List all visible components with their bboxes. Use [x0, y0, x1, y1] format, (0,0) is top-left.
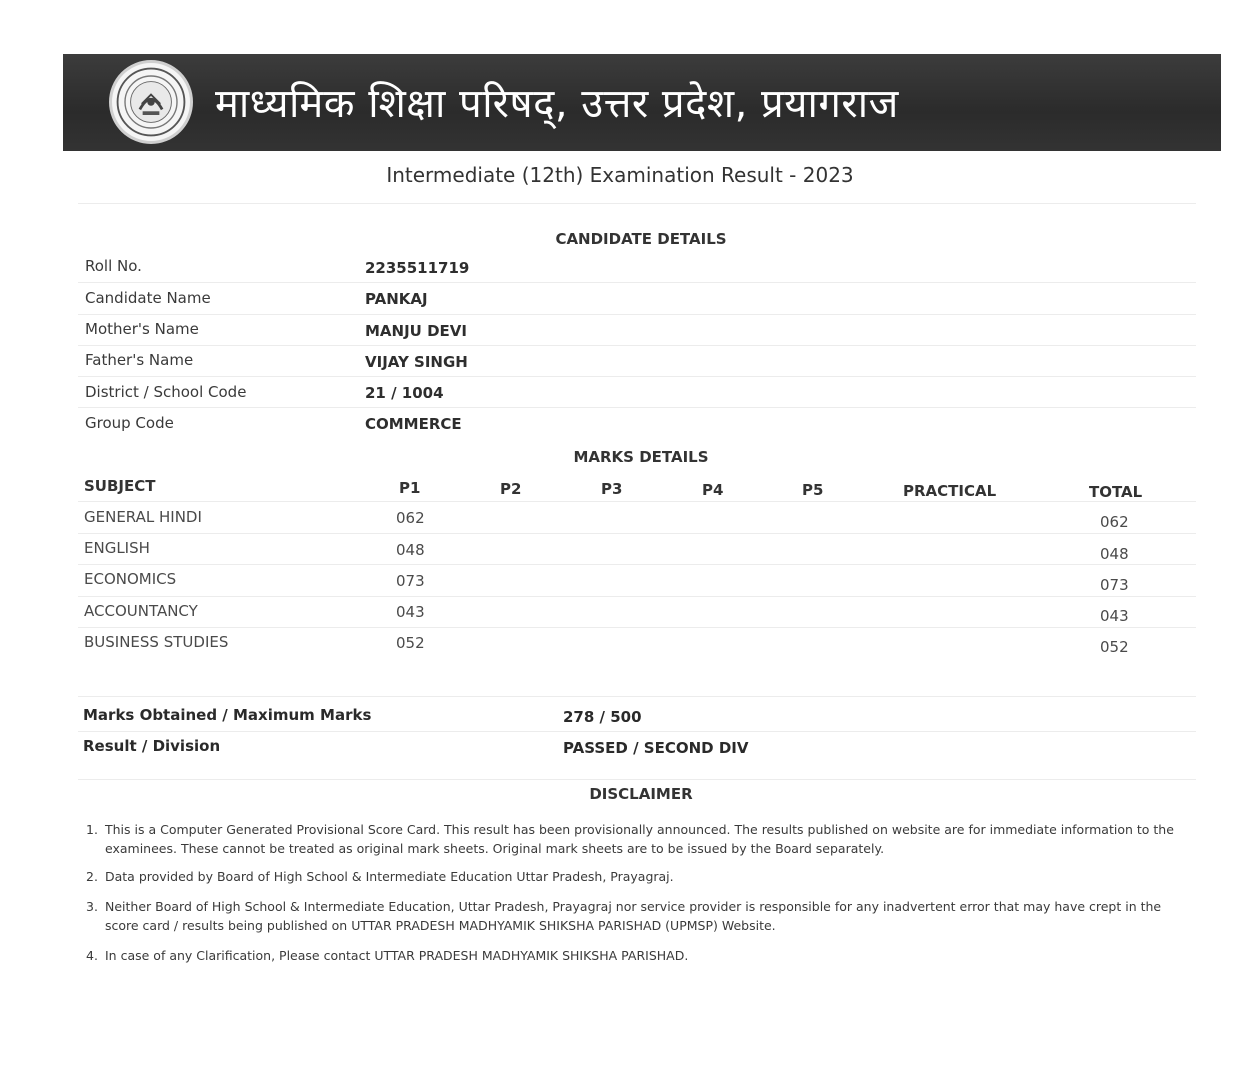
- divider: [78, 731, 1196, 732]
- result-division-value: PASSED / SECOND DIV: [563, 739, 749, 757]
- divider: [78, 533, 1196, 534]
- disclaimer-item-text: This is a Computer Generated Provisional Score Card. This result has been provisionally announced. The results published on website are for immediate information to the examinees. These cannot be treated as original mark sheets. Original mark sheets are to be issued by the Board separately.: [105, 822, 1174, 856]
- p1-cell: 062: [396, 509, 425, 527]
- col-practical: PRACTICAL: [903, 482, 997, 500]
- candidate-name-label: Candidate Name: [85, 289, 211, 307]
- disclaimer-item: [86, 820, 1196, 858]
- group-code-value: COMMERCE: [365, 415, 462, 433]
- marks-details-title: MARKS DETAILS: [573, 448, 709, 466]
- result-division-label: Result / Division: [83, 737, 221, 755]
- candidate-name-value: PANKAJ: [365, 290, 428, 308]
- col-p3: P3: [601, 480, 623, 498]
- divider: [78, 696, 1196, 697]
- disclaimer-item-number: 1.: [86, 822, 98, 837]
- board-name: माध्यमिक शिक्षा परिषद्, उत्तर प्रदेश, प्रयागराज: [215, 81, 899, 127]
- subject-cell: GENERAL HINDI: [84, 508, 202, 526]
- disclaimer-item-text: Neither Board of High School & Intermediate Education, Uttar Pradesh, Prayagraj nor service provider is responsible for any inadvertent error that may have crept in the score card / results being published on UTTAR PRADESH MADHYAMIK SHIKSHA PARISHAD (UPMSP) Website.: [105, 899, 1162, 933]
- disclaimer-item-text: In case of any Clarification, Please contact UTTAR PRADESH MADHYAMIK SHIKSHA PARISHAD.: [105, 948, 689, 963]
- col-p2: P2: [500, 480, 522, 498]
- divider: [78, 376, 1196, 377]
- disclaimer-item-number: 3.: [86, 899, 98, 914]
- roll-no-label: Roll No.: [85, 257, 142, 275]
- col-p4: P4: [702, 481, 724, 499]
- divider: [78, 501, 1196, 502]
- col-p1: P1: [399, 479, 421, 497]
- col-p5: P5: [802, 481, 824, 499]
- candidate-details-title: CANDIDATE DETAILS: [555, 230, 727, 248]
- divider: [78, 314, 1196, 315]
- subject-cell: ECONOMICS: [84, 570, 177, 588]
- disclaimer-item-number: 4.: [86, 948, 98, 963]
- divider: [78, 627, 1196, 628]
- disclaimer-item: [86, 946, 1196, 965]
- district-school-code-value: 21 / 1004: [365, 384, 444, 402]
- roll-no-value: 2235511719: [365, 259, 470, 277]
- p1-cell: 048: [396, 541, 425, 559]
- subject-cell: BUSINESS STUDIES: [84, 633, 229, 651]
- disclaimer-item: [86, 867, 1196, 886]
- divider: [78, 203, 1196, 204]
- father-name-value: VIJAY SINGH: [365, 353, 468, 371]
- divider: [78, 564, 1196, 565]
- father-name-label: Father's Name: [85, 351, 194, 369]
- disclaimer-item: [86, 897, 1196, 935]
- total-cell: 052: [1100, 638, 1129, 656]
- subject-cell: ENGLISH: [84, 539, 150, 557]
- divider: [78, 779, 1196, 780]
- district-school-code-label: District / School Code: [85, 383, 247, 401]
- subject-cell: ACCOUNTANCY: [84, 602, 198, 620]
- mother-name-label: Mother's Name: [85, 320, 199, 338]
- p1-cell: 043: [396, 603, 425, 621]
- disclaimer-item-number: 2.: [86, 869, 98, 884]
- disclaimer-title: DISCLAIMER: [589, 785, 693, 803]
- marks-obtained-label: Marks Obtained / Maximum Marks: [83, 706, 372, 724]
- group-code-label: Group Code: [85, 414, 174, 432]
- total-cell: 048: [1100, 545, 1129, 563]
- col-subject: SUBJECT: [84, 477, 156, 495]
- divider: [78, 407, 1196, 408]
- divider: [78, 345, 1196, 346]
- mother-name-value: MANJU DEVI: [365, 322, 467, 340]
- disclaimer-item-text: Data provided by Board of High School & Intermediate Education Uttar Pradesh, Prayagraj.: [105, 869, 674, 884]
- total-cell: 062: [1100, 513, 1129, 531]
- p1-cell: 052: [396, 634, 425, 652]
- divider: [78, 596, 1196, 597]
- total-cell: 043: [1100, 607, 1129, 625]
- marks-obtained-value: 278 / 500: [563, 708, 642, 726]
- divider: [78, 282, 1196, 283]
- total-cell: 073: [1100, 576, 1129, 594]
- col-total: TOTAL: [1089, 483, 1143, 501]
- exam-title: Intermediate (12th) Examination Result - 2023: [386, 163, 854, 187]
- upmsp-emblem-icon: [109, 60, 193, 144]
- p1-cell: 073: [396, 572, 425, 590]
